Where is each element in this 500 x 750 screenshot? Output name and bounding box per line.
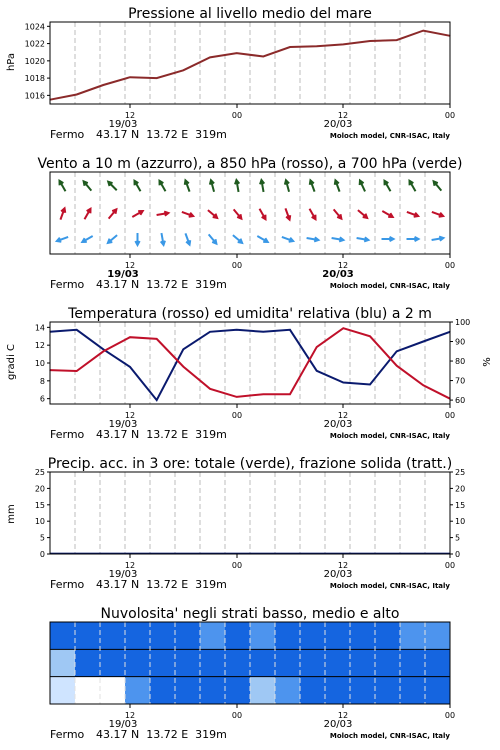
wind-arrow	[260, 180, 264, 192]
x-tick-label: 00	[444, 261, 456, 270]
wind-arrow	[335, 180, 340, 191]
wind-arrow	[382, 237, 394, 241]
wind-arrow	[382, 211, 392, 217]
y-tick-label: 1020	[24, 56, 45, 66]
wind-arrow	[432, 237, 444, 241]
x-tick-label: 00	[231, 261, 243, 270]
x-tick-label: 12	[337, 561, 349, 570]
wind-arrow	[108, 235, 117, 243]
wind-arrow	[160, 181, 166, 191]
station-name: Fermo	[50, 128, 85, 141]
cloud-cell	[275, 677, 300, 704]
wind-arrow	[185, 233, 190, 244]
cloud-cell	[50, 649, 75, 676]
y-tick-label: 70	[455, 376, 466, 386]
station-coords: 43.17 N 13.72 E 319m	[96, 128, 227, 141]
cloud-cell	[375, 622, 400, 649]
precipitation-ylabel: mm	[6, 504, 17, 524]
pressure-title: Pressione al livello medio del mare	[128, 6, 372, 22]
y-tick-label: 80	[455, 357, 466, 367]
cloud-cell	[75, 649, 100, 676]
wind-arrow	[310, 209, 316, 219]
y-tick-label: 25	[34, 468, 45, 477]
wind-arrow	[407, 212, 418, 217]
cloud-cell	[425, 649, 450, 676]
humidity-line-point	[156, 399, 157, 400]
wind-arrow	[257, 236, 267, 242]
x-tick-label: 12	[124, 561, 136, 570]
pressure-line-point	[183, 70, 184, 71]
y-tick-label: 8	[39, 376, 45, 386]
date-label-2: 20/03	[323, 569, 353, 580]
humidity-line-point	[289, 329, 290, 330]
wind-arrow	[334, 209, 342, 218]
cloud-cell	[125, 622, 150, 649]
temperature-line-point	[396, 365, 397, 366]
y-tick-label: 10	[34, 359, 45, 368]
y-tick-label: 12	[34, 341, 45, 351]
date-label-2: 20/03	[323, 119, 353, 130]
pressure-line-point	[156, 78, 157, 79]
wind-arrow	[208, 210, 217, 218]
cloud-cell	[275, 649, 300, 676]
model-credit: Moloch model, CNR-ISAC, Italy	[329, 282, 450, 290]
wind-arrow	[360, 181, 365, 192]
x-tick-label: 12	[124, 111, 136, 120]
y-tick-label: 1018	[24, 74, 45, 84]
pressure-line-point	[343, 44, 344, 45]
cloud-cell	[325, 622, 350, 649]
wind-arrow	[84, 181, 92, 190]
pressure-line-point	[209, 57, 210, 58]
y-tick-label: 0	[455, 550, 461, 559]
wind-arrow	[410, 181, 416, 191]
x-tick-label: 12	[124, 711, 136, 720]
x-tick-label: 12	[337, 111, 349, 120]
wind-arrow	[234, 209, 242, 218]
wind-arrow	[310, 180, 315, 191]
model-credit: Moloch model, CNR-ISAC, Italy	[329, 432, 450, 440]
station-name: Fermo	[50, 728, 85, 741]
wind-arrow	[85, 209, 91, 219]
humidity-line-point	[103, 349, 104, 350]
wind-arrow	[209, 234, 217, 243]
cloud-cell	[175, 622, 200, 649]
x-tick-label: 12	[124, 411, 136, 420]
cloud-cell	[100, 622, 125, 649]
cloud-cell	[175, 649, 200, 676]
pressure-line-point	[76, 94, 77, 95]
cloud-cell	[300, 622, 325, 649]
wind-arrow	[135, 233, 139, 245]
station-coords: 43.17 N 13.72 E 319m	[96, 278, 227, 291]
cloud-cell	[350, 677, 375, 704]
pressure-panel	[6, 6, 455, 141]
humidity-line-point	[76, 329, 77, 330]
wind-arrow	[233, 235, 242, 243]
wind-arrow	[407, 237, 419, 241]
cloud-cell	[200, 622, 225, 649]
humidity-line-point	[423, 341, 424, 342]
temperature-line-point	[76, 370, 77, 371]
x-tick-label: 00	[231, 111, 243, 120]
date-label-1: 19/03	[108, 719, 138, 730]
pressure-line-point	[316, 46, 317, 47]
y-tick-label: 20	[34, 484, 45, 494]
cloud-cell	[325, 677, 350, 704]
x-tick-label: 00	[231, 711, 243, 720]
cloud-cell	[225, 677, 250, 704]
model-credit: Moloch model, CNR-ISAC, Italy	[329, 582, 450, 590]
station-name: Fermo	[50, 428, 85, 441]
temperature-line-point	[183, 366, 184, 367]
cloud-cell	[225, 649, 250, 676]
cloud-panel	[50, 606, 455, 741]
wind-arrow	[82, 236, 92, 242]
wind-arrow	[182, 212, 193, 217]
y-tick-label: 90	[455, 337, 466, 347]
y-tick-label: 0	[39, 550, 45, 559]
cloud-cell	[150, 677, 175, 704]
x-tick-label: 12	[337, 261, 349, 270]
pressure-line-point	[369, 40, 370, 41]
cloud-cell	[375, 649, 400, 676]
cloud-cell	[125, 649, 150, 676]
y-tick-label: 14	[34, 323, 45, 333]
cloud-cell	[150, 649, 175, 676]
temperature-line-point	[343, 328, 344, 329]
wind-arrow	[60, 208, 65, 219]
wind-arrow	[432, 212, 443, 217]
pressure-line-point	[129, 77, 130, 78]
x-tick-label: 00	[444, 561, 456, 570]
wind-arrow	[260, 209, 266, 219]
humidity-line-point	[236, 329, 237, 330]
cloud-cell	[375, 677, 400, 704]
x-tick-label: 00	[444, 711, 456, 720]
pressure-ylabel: hPa	[6, 52, 17, 72]
cloud-cell	[350, 622, 375, 649]
cloud-cell	[275, 622, 300, 649]
cloud-cell	[250, 622, 275, 649]
cloud-cell	[250, 649, 275, 676]
station-coords: 43.17 N 13.72 E 319m	[96, 578, 227, 591]
wind-arrow	[108, 182, 116, 190]
humidity-ylabel: %	[482, 357, 493, 367]
wind-arrow	[109, 209, 117, 218]
wind-arrow	[307, 237, 319, 241]
station-name: Fermo	[50, 578, 85, 591]
humidity-line-point	[316, 370, 317, 371]
humidity-line-point	[209, 331, 210, 332]
humidity-line-point	[343, 382, 344, 383]
y-tick-label: 1022	[24, 39, 45, 49]
date-label-1: 19/03	[108, 419, 138, 430]
cloud-cell	[200, 677, 225, 704]
station-coords: 43.17 N 13.72 E 319m	[96, 728, 227, 741]
pressure-line-point	[396, 40, 397, 41]
station-name: Fermo	[50, 278, 85, 291]
cloud-cell	[400, 649, 425, 676]
cloud-cell	[425, 677, 450, 704]
temperature-line-point	[156, 338, 157, 339]
y-tick-label: 25	[455, 468, 466, 477]
cloud-cell	[400, 677, 425, 704]
cloud-cell	[50, 622, 75, 649]
y-tick-label: 60	[455, 396, 466, 406]
wind-panel	[37, 156, 462, 291]
cloud-cell	[250, 677, 275, 704]
cloud-cell	[125, 677, 150, 704]
wind-arrow	[357, 237, 369, 241]
pressure-line-point	[263, 56, 264, 57]
x-tick-label: 00	[231, 561, 243, 570]
wind-title: Vento a 10 m (azzurro), a 850 hPa (rosso), a 700 hPa (verde)	[37, 156, 463, 172]
y-tick-label: 10	[455, 517, 466, 527]
cloud-cell	[175, 677, 200, 704]
date-label-1: 19/03	[107, 269, 139, 280]
temperature-line-point	[369, 336, 370, 337]
cloud-cell	[50, 677, 75, 704]
x-tick-label: 00	[444, 111, 456, 120]
x-tick-label: 12	[337, 711, 349, 720]
temperature-panel	[6, 306, 493, 441]
date-label-1: 19/03	[108, 569, 138, 580]
temperature-title: Temperatura (rosso) ed umidita' relativa (blu) a 2 m	[68, 306, 432, 322]
cloud-cell	[200, 649, 225, 676]
wind-arrow	[132, 211, 142, 217]
temperature-line-point	[129, 337, 130, 338]
cloud-cell	[75, 622, 100, 649]
y-tick-label: 15	[34, 500, 45, 510]
cloud-title: Nuvolosita' negli strati basso, medio e alto	[100, 606, 400, 622]
y-tick-label: 20	[455, 484, 466, 494]
y-tick-label: 1024	[24, 22, 45, 32]
y-tick-label: 15	[455, 500, 466, 510]
temperature-line-point	[316, 346, 317, 347]
station-coords: 43.17 N 13.72 E 319m	[96, 428, 227, 441]
cloud-cell	[150, 622, 175, 649]
x-tick-label: 12	[124, 261, 136, 270]
cloud-cell	[225, 622, 250, 649]
y-tick-label: 5	[39, 533, 45, 543]
pressure-line-point	[289, 46, 290, 47]
temperature-line-point	[263, 394, 264, 395]
cloud-cell	[300, 677, 325, 704]
model-credit: Moloch model, CNR-ISAC, Italy	[329, 732, 450, 740]
y-tick-label: 10	[34, 517, 45, 527]
date-label-2: 20/03	[323, 719, 353, 730]
wind-arrow	[185, 180, 190, 191]
temperature-line-point	[236, 396, 237, 397]
cloud-cell	[100, 649, 125, 676]
wind-arrow	[285, 208, 290, 219]
humidity-line-point	[369, 384, 370, 385]
temperature-line-point	[423, 385, 424, 386]
pressure-line-point	[103, 84, 104, 85]
humidity-line-point	[263, 331, 264, 332]
temperature-line-point	[103, 351, 104, 352]
x-tick-label: 12	[337, 411, 349, 420]
date-label-1: 19/03	[108, 119, 138, 130]
humidity-line-point	[183, 349, 184, 350]
wind-arrow	[358, 210, 367, 218]
date-label-2: 20/03	[323, 419, 353, 430]
cloud-cell	[75, 677, 100, 704]
wind-arrow	[282, 237, 293, 242]
cloud-cell	[100, 677, 125, 704]
wind-arrow	[332, 237, 344, 241]
wind-arrow	[57, 237, 68, 242]
wind-arrow	[157, 212, 169, 216]
humidity-line-point	[396, 351, 397, 352]
y-tick-label: 5	[455, 533, 461, 543]
wind-arrow	[434, 181, 442, 190]
cloud-cell	[425, 622, 450, 649]
wind-arrow	[210, 180, 214, 192]
temperature-ylabel: gradi C	[6, 344, 17, 380]
date-label-2: 20/03	[322, 269, 354, 280]
wind-arrow	[135, 181, 141, 191]
temperature-line-point	[209, 388, 210, 389]
precipitation-panel	[6, 456, 465, 591]
model-credit: Moloch model, CNR-ISAC, Italy	[329, 132, 450, 140]
humidity-line-point	[129, 366, 130, 367]
x-tick-label: 00	[231, 411, 243, 420]
precipitation-title: Precip. acc. in 3 ore: totale (verde), frazione solida (tratt.)	[47, 456, 453, 472]
cloud-cell	[325, 649, 350, 676]
pressure-line-point	[423, 30, 424, 31]
x-tick-label: 00	[444, 411, 456, 420]
y-tick-label: 1016	[24, 91, 45, 101]
wind-arrow	[161, 233, 165, 245]
wind-arrow	[285, 180, 289, 192]
pressure-line-point	[236, 52, 237, 53]
wind-arrow	[235, 180, 239, 192]
wind-arrow	[60, 181, 66, 191]
y-tick-label: 100	[455, 318, 471, 327]
cloud-cell	[400, 622, 425, 649]
temperature-line-point	[289, 394, 290, 395]
wind-arrow	[385, 181, 391, 191]
y-tick-label: 6	[39, 394, 45, 404]
cloud-cell	[300, 649, 325, 676]
cloud-cell	[350, 649, 375, 676]
